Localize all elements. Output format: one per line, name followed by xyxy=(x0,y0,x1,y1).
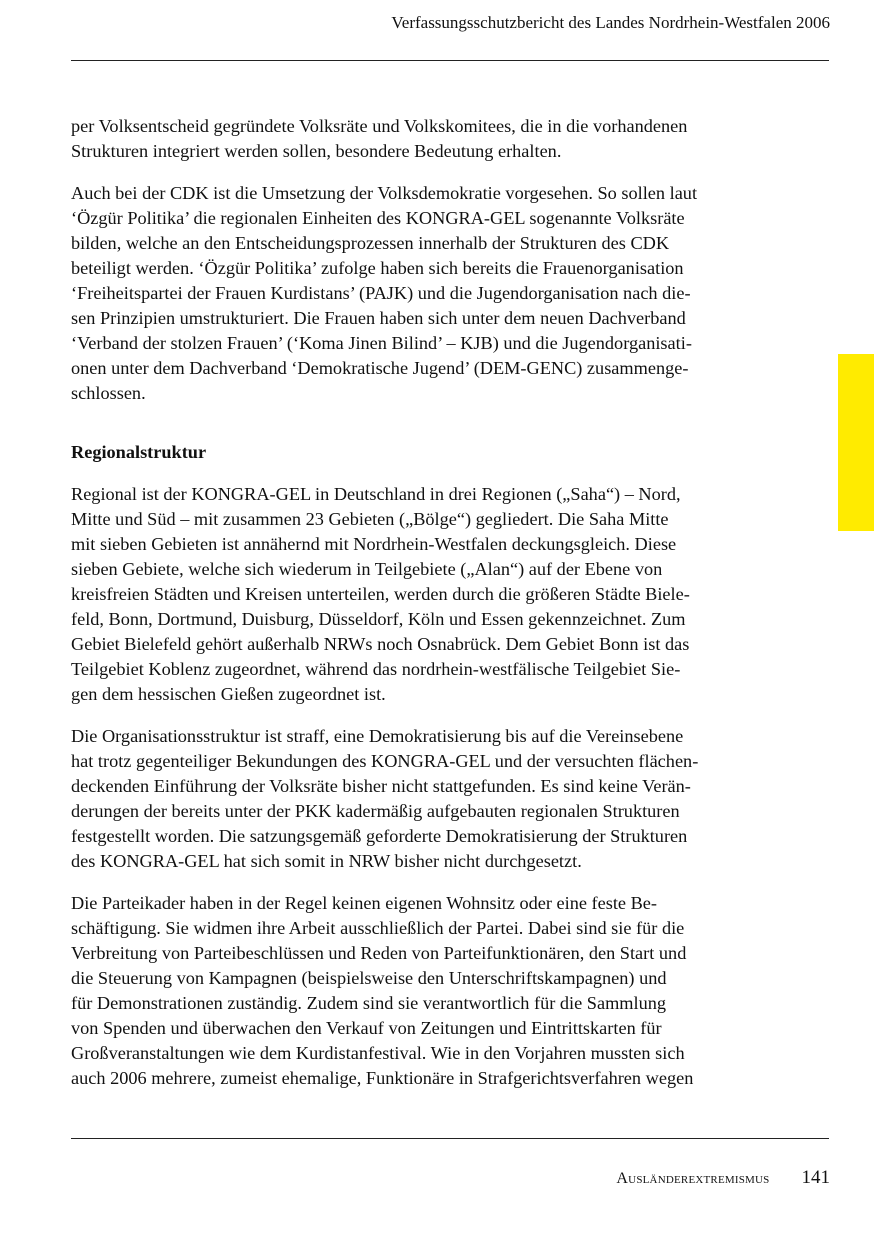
text-line: beteiligt werden. ‘Özgür Politika’ zufolge haben sich bereits die Frauenorganisation xyxy=(71,258,684,278)
text-line: mit sieben Gebieten ist annähernd mit Nordrhein-Westfalen deckungsgleich. Diese xyxy=(71,534,677,554)
text-line: ‘Özgür Politika’ die regionalen Einheiten des KONGRA-GEL sogenannte Volksräte xyxy=(71,208,685,228)
text-line: für Demonstrationen zuständig. Zudem sind sie verantwortlich für die Sammlung xyxy=(71,993,667,1013)
text-line: festgestellt worden. Die satzungsgemäß geforderte Demokratisierung der Strukturen xyxy=(71,826,688,846)
page-number: 141 xyxy=(801,1167,830,1188)
text-line: Die Parteikader haben in der Regel keinen eigenen Wohnsitz oder eine feste Be- xyxy=(71,893,658,913)
text-line: Regional ist der KONGRA-GEL in Deutschland in drei Regionen („Saha“) – Nord, xyxy=(71,484,681,504)
paragraph-2 xyxy=(71,181,789,406)
text-line: Teilgebiet Koblenz zugeordnet, während das nordrhein-westfälische Teilgebiet Sie- xyxy=(71,659,681,679)
paragraph-4 xyxy=(71,724,789,874)
footer-divider xyxy=(71,1138,829,1139)
text-line: die Steuerung von Kampagnen (beispielsweise den Unterschriftskampagnen) und xyxy=(71,968,667,988)
paragraph-1 xyxy=(71,114,789,164)
paragraph-5 xyxy=(71,891,789,1091)
paragraph-3 xyxy=(71,482,789,707)
chapter-marker-tab xyxy=(838,354,874,531)
text-line: Die Organisationsstruktur ist straff, eine Demokratisierung bis auf die Vereinsebene xyxy=(71,726,684,746)
header-divider xyxy=(71,60,829,61)
text-line: derungen der bereits unter der PKK kadermäßig aufgebauten regionalen Strukturen xyxy=(71,801,680,821)
text-line: bilden, welche an den Entscheidungsprozessen innerhalb der Strukturen des CDK xyxy=(71,233,670,253)
text-line: von Spenden und überwachen den Verkauf von Zeitungen und Eintrittskarten für xyxy=(71,1018,662,1038)
text-line: ‘Verband der stolzen Frauen’ (‘Koma Jinen Bilind’ – KJB) und die Jugendorganisati- xyxy=(71,333,692,353)
text-line: sen Prinzipien umstrukturiert. Die Frauen haben sich unter dem neuen Dachverband xyxy=(71,308,686,328)
text-line: Auch bei der CDK ist die Umsetzung der Volksdemokratie vorgesehen. So sollen laut xyxy=(71,183,698,203)
text-line: Mitte und Süd – mit zusammen 23 Gebieten („Bölge“) gegliedert. Die Saha Mitte xyxy=(71,509,669,529)
text-line: per Volksentscheid gegründete Volksräte und Volkskomitees, die in die vorhandenen xyxy=(71,116,688,136)
text-line: hat trotz gegenteiliger Bekundungen des KONGRA-GEL und der versuchten flächen- xyxy=(71,751,699,771)
text-line: auch 2006 mehrere, zumeist ehemalige, Funktionäre in Strafgerichtsverfahren wegen xyxy=(71,1068,694,1088)
text-line: Gebiet Bielefeld gehört außerhalb NRWs noch Osnabrück. Dem Gebiet Bonn ist das xyxy=(71,634,690,654)
footer-section-title: Ausländerextremismus xyxy=(616,1170,770,1187)
text-line: des KONGRA-GEL hat sich somit in NRW bisher nicht durchgesetzt. xyxy=(71,851,582,871)
text-line: Verbreitung von Parteibeschlüssen und Reden von Parteifunktionären, den Start und xyxy=(71,943,687,963)
text-line: schäftigung. Sie widmen ihre Arbeit ausschließlich der Partei. Dabei sind sie für die xyxy=(71,918,685,938)
text-line: Strukturen integriert werden sollen, besondere Bedeutung erhalten. xyxy=(71,141,562,161)
text-line: onen unter dem Dachverband ‘Demokratische Jugend’ (DEM-GENC) zusammenge- xyxy=(71,358,689,378)
page-body xyxy=(71,114,789,1108)
section-heading: Regionalstruktur xyxy=(71,442,207,462)
text-line: deckenden Einführung der Volksräte bisher nicht stattgefunden. Es sind keine Verän- xyxy=(71,776,691,796)
text-line: sieben Gebiete, welche sich wiederum in Teilgebiete („Alan“) auf der Ebene von xyxy=(71,559,663,579)
page-footer xyxy=(616,1167,830,1189)
text-line: schlossen. xyxy=(71,383,146,403)
text-line: Großveranstaltungen wie dem Kurdistanfestival. Wie in den Vorjahren mussten sich xyxy=(71,1043,685,1063)
text-line: kreisfreien Städten und Kreisen unterteilen, werden durch die größeren Städte Biele- xyxy=(71,584,690,604)
text-line: ‘Freiheitspartei der Frauen Kurdistans’ (PAJK) und die Jugendorganisation nach die- xyxy=(71,283,691,303)
running-header-title: Verfassungsschutzbericht des Landes Nordrhein-Westfalen 2006 xyxy=(391,13,830,32)
text-line: feld, Bonn, Dortmund, Duisburg, Düsseldorf, Köln und Essen gekennzeichnet. Zum xyxy=(71,609,686,629)
text-line: gen dem hessischen Gießen zugeordnet ist. xyxy=(71,684,386,704)
